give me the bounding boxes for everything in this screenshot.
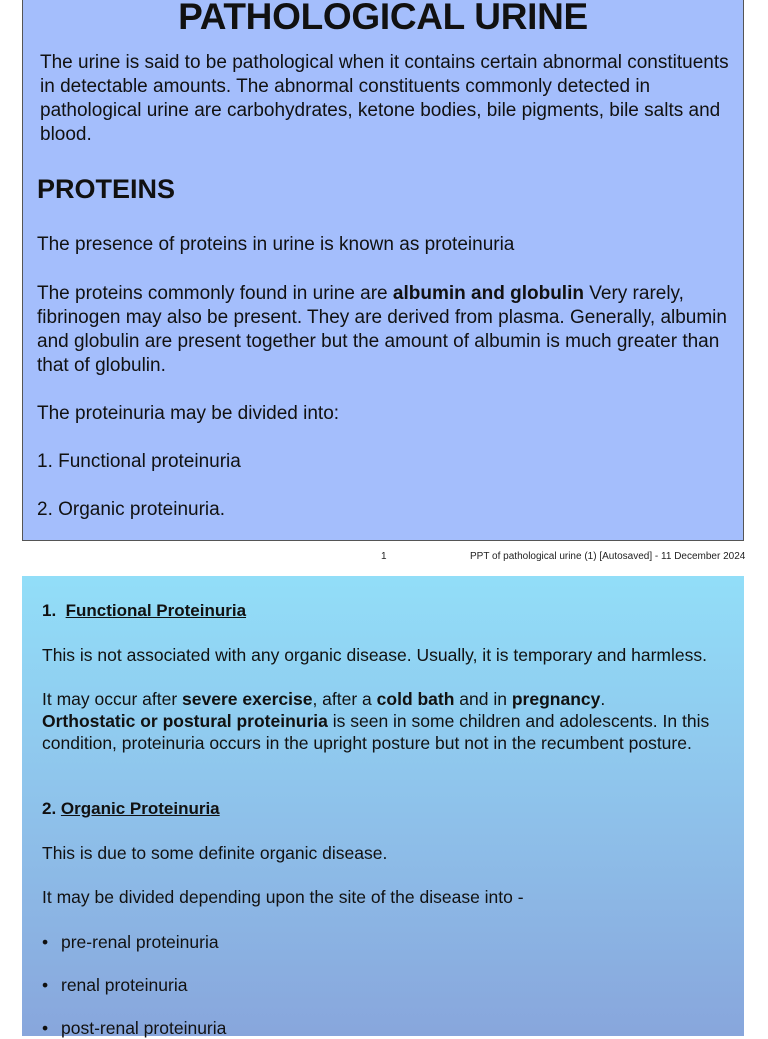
paragraph-division: The proteinuria may be divided into: (37, 403, 340, 424)
section-heading-proteins: PROTEINS (37, 174, 176, 204)
heading-text: Organic Proteinuria (60, 799, 220, 818)
heading-number: 2. (42, 799, 57, 818)
text-span: and in (454, 689, 512, 709)
list-item-functional: 1. Functional proteinuria (37, 451, 241, 472)
bullet-icon: • (42, 1018, 49, 1038)
heading-functional-proteinuria (42, 600, 246, 622)
heading-text: Functional Proteinuria (65, 601, 247, 620)
bold-text: severe exercise (182, 689, 313, 709)
heading-number: 1. (42, 601, 57, 620)
list-item-text: pre-renal proteinuria (61, 932, 219, 952)
slide-2 (22, 576, 744, 1036)
text-span: The proteins commonly found in urine are (37, 283, 393, 304)
bold-text: albumin and globulin (392, 283, 584, 304)
document-info: PPT of pathological urine (1) [Autosaved] - 11 December 2024 (470, 551, 746, 562)
bold-text: pregnancy (511, 689, 601, 709)
bullet-icon: • (42, 975, 49, 995)
text-span: Very rarely, fibrinogen may also be present. They are derived from plasma. Generally, albumin and globulin are present together but the amount of albumin is much greater than that of globulin. (37, 283, 727, 376)
text-span: is seen in some children and adolescents. In this condition, proteinuria occurs in the upright posture but not in the recumbent posture. (42, 711, 710, 753)
intro-paragraph: The urine is said to be pathological when it contains certain abnormal constituents in detectable amounts. The abnormal constituents commonly detected in pathological urine are carbohydrates, ketone bodies, bile pigments, bile salts and blood. (40, 52, 729, 145)
list-item-text: renal proteinuria (61, 975, 188, 995)
paragraph-not-organic: This is not associated with any organic disease. Usually, it is temporary and harmless. (42, 645, 707, 665)
paragraph-orthostatic (42, 710, 732, 754)
page-number: 1 (381, 551, 387, 562)
list-item-organic: 2. Organic proteinuria. (37, 499, 225, 520)
text-span: . (600, 689, 606, 709)
paragraph-occurrence (42, 688, 732, 710)
list-item-text: post-renal proteinuria (61, 1018, 227, 1038)
paragraph-organic-disease: This is due to some definite organic disease. (42, 843, 388, 863)
paragraph-proteinuria-definition: The presence of proteins in urine is known as proteinuria (37, 234, 515, 255)
list-item (42, 1017, 732, 1039)
text-span: , after a (312, 689, 377, 709)
bold-text: Orthostatic or postural proteinuria (42, 711, 328, 731)
heading-organic-proteinuria (42, 798, 220, 820)
text-span: It may occur after (42, 689, 183, 709)
slide-1 (22, 0, 744, 541)
paragraph-site-division: It may be divided depending upon the site of the disease into - (42, 887, 524, 907)
slide-title: PATHOLOGICAL URINE (178, 0, 588, 37)
list-item (42, 974, 732, 996)
list-item (42, 931, 732, 953)
bold-text: cold bath (376, 689, 455, 709)
paragraph-common-proteins (37, 282, 737, 378)
bullet-icon: • (42, 932, 49, 952)
